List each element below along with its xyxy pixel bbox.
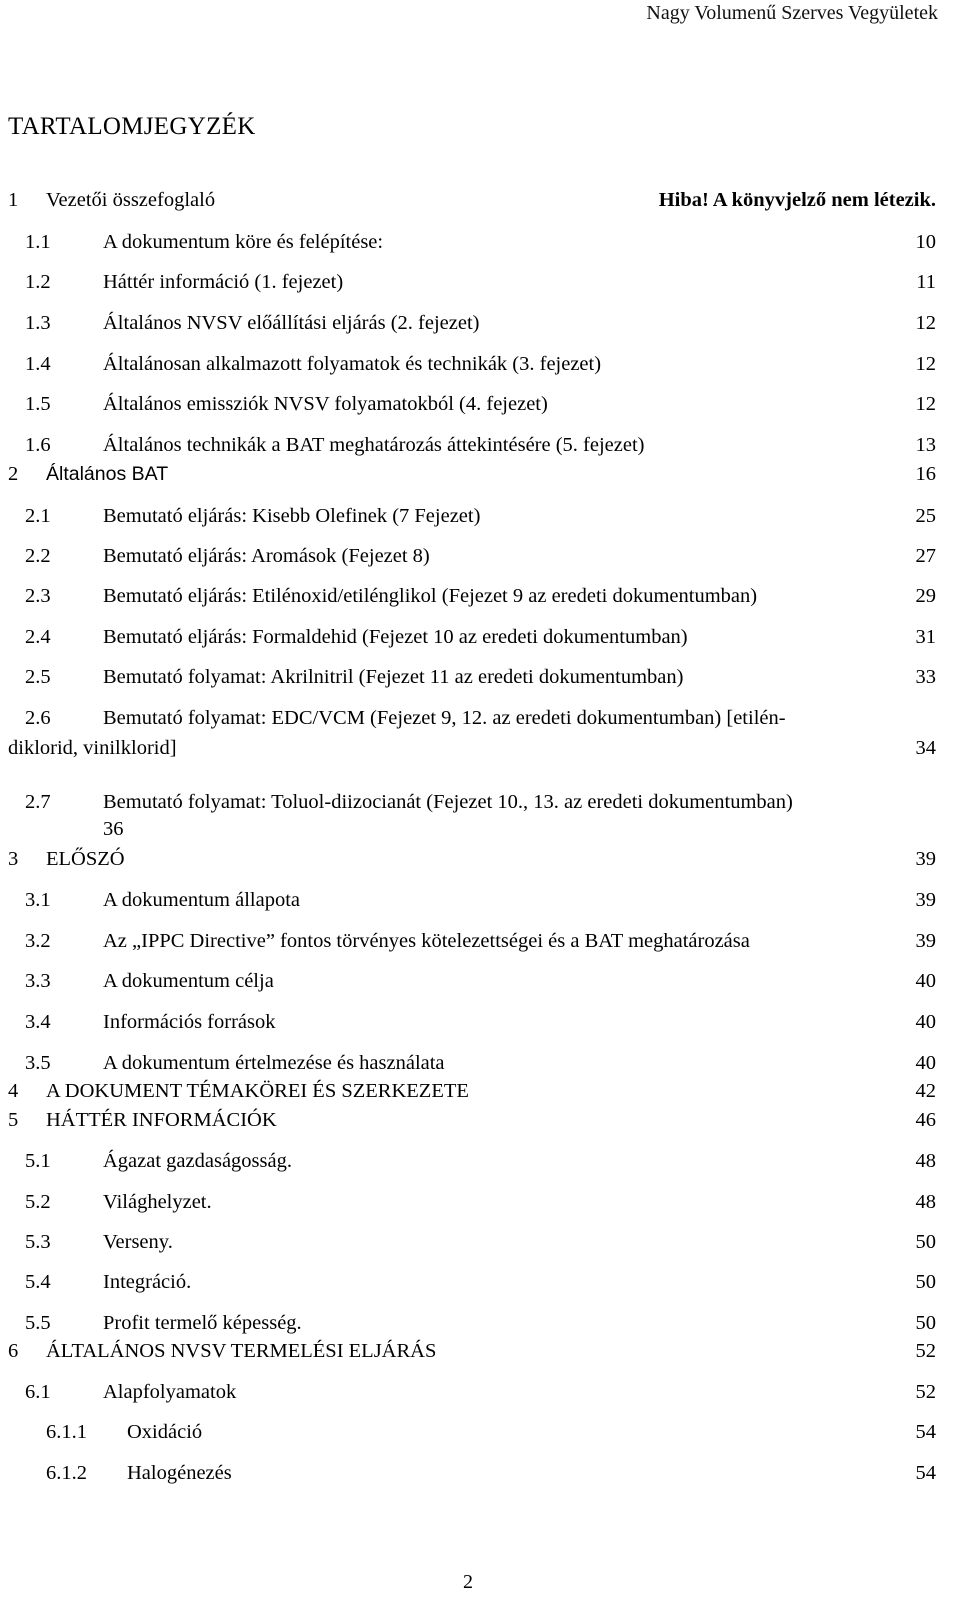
toc-entry-number: 1.4	[25, 353, 51, 375]
toc-entry-title: A dokumentum állapota	[103, 889, 300, 911]
toc-entry-title: Általánosan alkalmazott folyamatok és technikák (3. fejezet)	[103, 353, 602, 375]
toc-entry-page: 50	[915, 1231, 936, 1253]
toc-entry-number: 2.7	[25, 791, 51, 813]
toc-entry-number: 1.1	[25, 231, 51, 253]
toc-entry-number: 3	[8, 848, 19, 870]
toc-entry-title: Világhelyzet.	[103, 1191, 212, 1213]
toc-entry-page: 27	[915, 545, 936, 567]
toc-entry[interactable]	[0, 843, 960, 875]
toc-entry[interactable]	[0, 702, 960, 734]
toc-entry[interactable]	[0, 458, 960, 490]
toc-entry[interactable]	[0, 540, 960, 572]
toc-entry-number: 3.5	[25, 1052, 51, 1074]
toc-entry-title: Oxidáció	[127, 1421, 203, 1443]
toc-entry-page: 39	[915, 889, 936, 911]
toc-entry-title: Alapfolyamatok	[103, 1381, 237, 1403]
toc-entry-number: 5	[8, 1109, 19, 1131]
toc-entry-page: 34	[915, 737, 936, 759]
toc-entry-page-error: Hiba! A könyvjelző nem létezik.	[658, 189, 936, 211]
toc-entry[interactable]	[0, 884, 960, 916]
toc-entry[interactable]	[0, 1376, 960, 1408]
toc-entry-title: Bemutató folyamat: Toluol-diizocianát (Fejezet 10., 13. az eredeti dokumentumban)	[103, 791, 793, 813]
toc-entry-number: 3.3	[25, 970, 51, 992]
toc-entry-title-line2: diklorid, vinilklorid]	[8, 737, 177, 759]
toc-entry-page: 39	[915, 930, 936, 952]
toc-entry-page-row[interactable]	[0, 732, 960, 764]
toc-entry-number: 1	[8, 189, 19, 211]
toc-entry-title: Bemutató eljárás: Aromások (Fejezet 8)	[103, 545, 430, 567]
toc-entry-title: Háttér információ (1. fejezet)	[103, 271, 344, 293]
toc-entry-page: 40	[915, 1011, 936, 1033]
toc-entry-number: 5.2	[25, 1191, 51, 1213]
toc-entry-title: ELŐSZÓ	[46, 848, 125, 870]
toc-entry-page: 52	[915, 1381, 936, 1403]
toc-entry[interactable]	[0, 1075, 960, 1107]
toc-entry-page: 50	[915, 1271, 936, 1293]
toc-entry-page: 39	[915, 848, 936, 870]
toc-entry[interactable]	[0, 1335, 960, 1367]
toc-entry-title: A dokumentum célja	[103, 970, 274, 992]
toc-entry[interactable]	[0, 1457, 960, 1489]
toc-entry[interactable]	[0, 266, 960, 298]
toc-entry-title: Integráció.	[103, 1271, 192, 1293]
toc-entry-number: 2.1	[25, 505, 51, 527]
toc-entry-page: 31	[915, 626, 936, 648]
toc-entry-page: 33	[915, 666, 936, 688]
toc-entry-page-wrapped[interactable]	[103, 815, 124, 843]
toc-entry-page: 42	[915, 1080, 936, 1102]
toc-entry-title: ÁLTALÁNOS NVSV TERMELÉSI ELJÁRÁS	[46, 1340, 437, 1362]
toc-entry-number: 1.5	[25, 393, 51, 415]
toc-entry-page: 48	[915, 1191, 936, 1213]
toc-entry[interactable]	[0, 786, 960, 818]
toc-entry-page: 52	[915, 1340, 936, 1362]
toc-entry[interactable]	[0, 965, 960, 997]
toc-entry-page: 29	[915, 585, 936, 607]
toc-entry-number: 5.4	[25, 1271, 51, 1293]
toc-entry-page: 46	[915, 1109, 936, 1131]
toc-entry-number: 2	[8, 463, 19, 485]
toc-entry-page: 54	[915, 1462, 936, 1484]
toc-entry-number: 6.1	[25, 1381, 51, 1403]
toc-entry-page: 12	[915, 312, 936, 334]
toc-entry-page: 50	[915, 1312, 936, 1334]
toc-entry[interactable]	[0, 388, 960, 420]
toc-entry-number: 3.1	[25, 889, 51, 911]
toc-entry-title: A DOKUMENT TÉMAKÖREI ÉS SZERKEZETE	[46, 1080, 469, 1102]
toc-entry-title: Általános technikák a BAT meghatározás áttekintésére (5. fejezet)	[103, 434, 645, 456]
toc-entry[interactable]	[0, 500, 960, 532]
toc-entry-page: 12	[915, 353, 936, 375]
toc-entry[interactable]	[0, 184, 960, 216]
toc-entry-page: 16	[915, 463, 936, 485]
toc-entry-page: 12	[915, 393, 936, 415]
toc-entry[interactable]	[0, 1416, 960, 1448]
toc-entry-title: A dokumentum köre és felépítése:	[103, 231, 384, 253]
toc-entry[interactable]	[0, 621, 960, 653]
toc-entry-page: 13	[915, 434, 936, 456]
toc-entry-page: 40	[915, 970, 936, 992]
toc-entry-title: A dokumentum értelmezése és használata	[103, 1052, 445, 1074]
toc-entry[interactable]	[0, 1006, 960, 1038]
toc-entry[interactable]	[0, 1186, 960, 1218]
toc-entry-title: Verseny.	[103, 1231, 173, 1253]
toc-entry-title: Bemutató eljárás: Etilénoxid/etilénglikol (Fejezet 9 az eredeti dokumentumban)	[103, 585, 758, 607]
toc-entry[interactable]	[0, 429, 960, 461]
toc-entry-title: Bemutató folyamat: Akrilnitril (Fejezet 11 az eredeti dokumentumban)	[103, 666, 684, 688]
toc-entry-title: Az „IPPC Directive” fontos törvényes kötelezettségei és a BAT meghatározása	[103, 930, 750, 952]
toc-entry-number: 2.3	[25, 585, 51, 607]
toc-entry-number: 1.2	[25, 271, 51, 293]
toc-entry[interactable]	[0, 1104, 960, 1136]
toc-entry-title: Általános emissziók NVSV folyamatokból (4. fejezet)	[103, 393, 548, 415]
toc-entry-page: 10	[915, 231, 936, 253]
toc-entry-number: 1.6	[25, 434, 51, 456]
toc-entry-number: 6.1.1	[46, 1421, 87, 1443]
toc-entry-page: 48	[915, 1150, 936, 1172]
toc-entry[interactable]	[0, 1145, 960, 1177]
toc-entry-title: Bemutató eljárás: Formaldehid (Fejezet 10 az eredeti dokumentumban)	[103, 626, 688, 648]
running-header: Nagy Volumenű Szerves Vegyületek	[646, 2, 938, 24]
toc-entry-title: Profit termelő képesség.	[103, 1312, 302, 1334]
toc-entry-title: Információs források	[103, 1011, 276, 1033]
toc-entry-title: Bemutató folyamat: EDC/VCM (Fejezet 9, 12. az eredeti dokumentumban) [etilén-	[103, 707, 786, 729]
toc-entry-title: Bemutató eljárás: Kisebb Olefinek (7 Fejezet)	[103, 505, 481, 527]
toc-entry-number: 6.1.2	[46, 1462, 87, 1484]
toc-entry-number: 1.3	[25, 312, 51, 334]
toc-entry[interactable]	[0, 1226, 960, 1258]
toc-entry-number: 2.4	[25, 626, 51, 648]
toc-entry-page: 36	[103, 818, 124, 840]
toc-entry[interactable]	[0, 226, 960, 258]
toc-entry-page: 54	[915, 1421, 936, 1443]
toc-entry-number: 5.3	[25, 1231, 51, 1253]
toc-entry[interactable]	[0, 1266, 960, 1298]
toc-entry-title: Halogénezés	[127, 1462, 232, 1484]
toc-entry-number: 5.5	[25, 1312, 51, 1334]
toc-entry-number: 3.2	[25, 930, 51, 952]
toc-entry-page: 25	[915, 505, 936, 527]
toc-entry-number: 2.2	[25, 545, 51, 567]
toc-entry-number: 4	[8, 1080, 19, 1102]
toc-entry-title: Vezetői összefoglaló	[46, 189, 216, 211]
toc-entry[interactable]	[0, 307, 960, 339]
toc-entry-title: Általános NVSV előállítási eljárás (2. fejezet)	[103, 312, 480, 334]
toc-entry-number: 6	[8, 1340, 19, 1362]
toc-entry-title: HÁTTÉR INFORMÁCIÓK	[46, 1109, 277, 1131]
toc-entry[interactable]	[0, 580, 960, 612]
toc-entry-title: Általános BAT	[46, 463, 169, 485]
toc-entry-page: 11	[916, 271, 936, 293]
page-number: 2	[463, 1571, 473, 1593]
page-title: TARTALOMJEGYZÉK	[8, 113, 256, 140]
toc-entry-number: 3.4	[25, 1011, 51, 1033]
toc-entry[interactable]	[0, 925, 960, 957]
toc-entry-number: 2.6	[25, 707, 51, 729]
toc-entry[interactable]	[0, 348, 960, 380]
toc-entry-number: 5.1	[25, 1150, 51, 1172]
toc-entry-page: 40	[915, 1052, 936, 1074]
toc-entry[interactable]	[0, 661, 960, 693]
toc-entry-number: 2.5	[25, 666, 51, 688]
toc-entry-title: Ágazat gazdaságosság.	[103, 1150, 292, 1172]
